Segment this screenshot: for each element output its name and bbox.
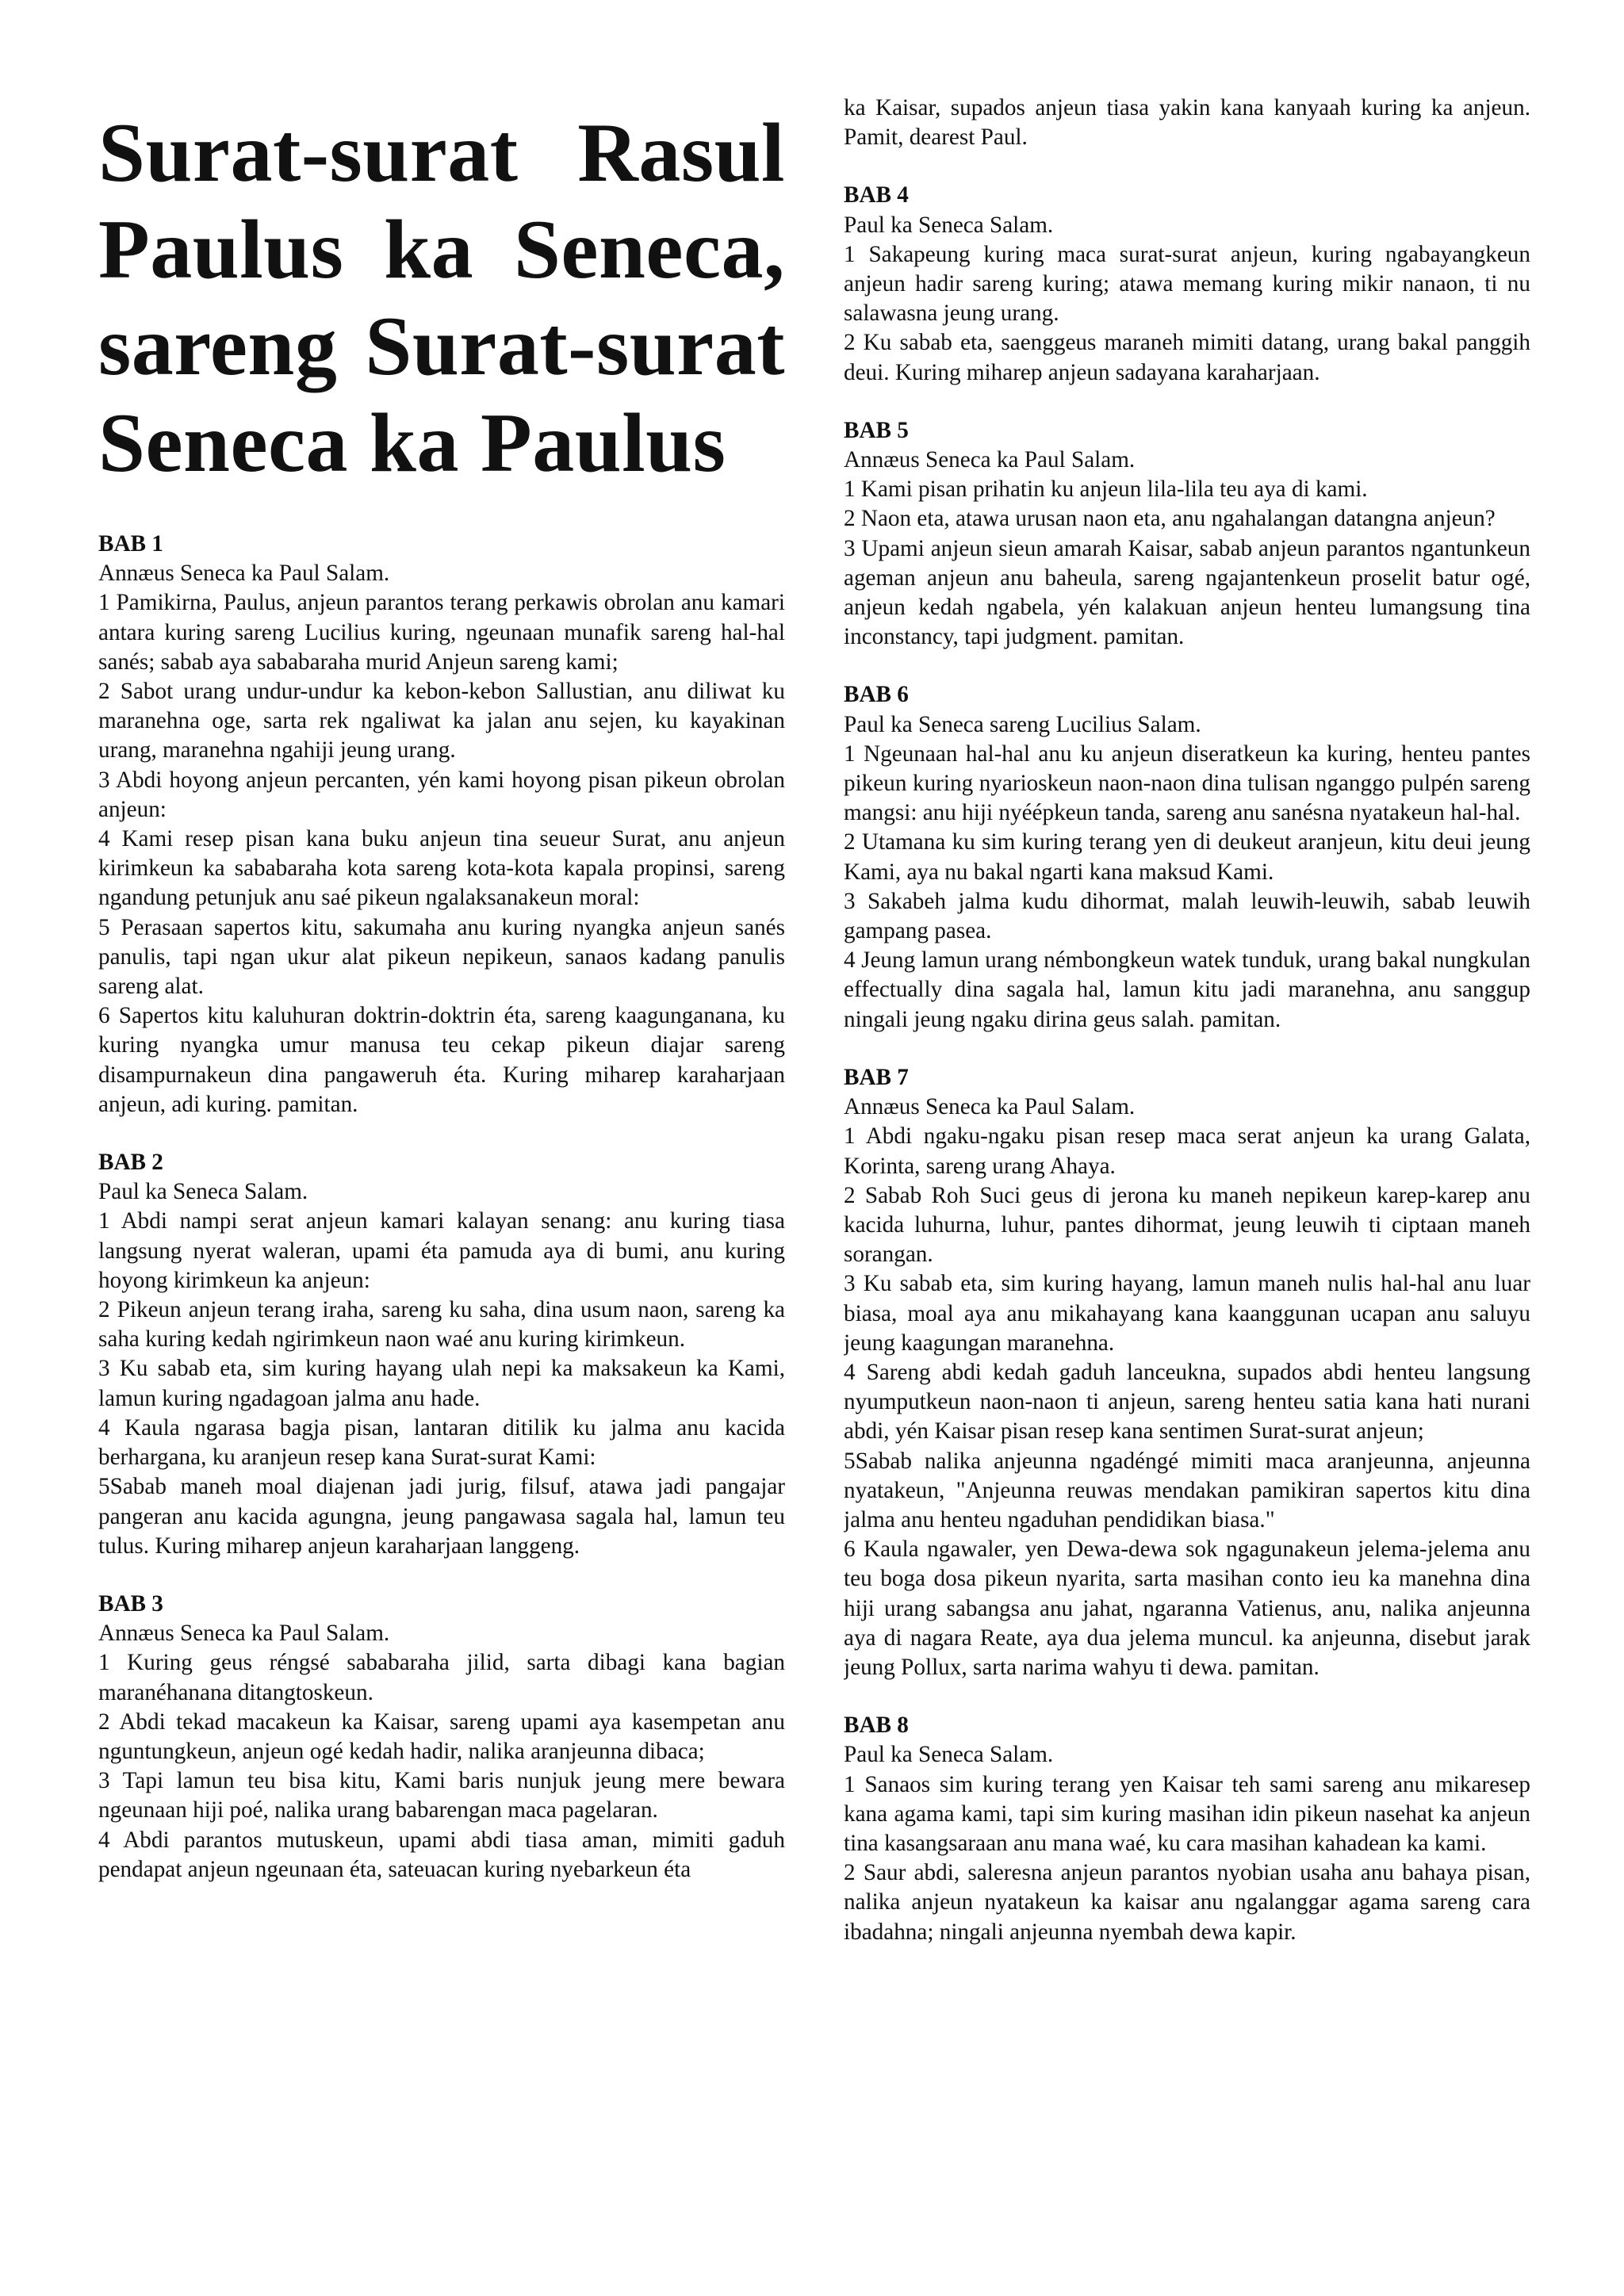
chapter-greeting: Paul ka Seneca Salam. bbox=[844, 212, 1054, 238]
verse-paragraph: 4 Kaula ngarasa bagja pisan, lantaran ditilik ku jalma anu kacida berhargana, ku aranjeun resep kana Surat-surat Kami: bbox=[98, 1414, 785, 1471]
chapter-section bbox=[844, 680, 1530, 1034]
verse-paragraph: 3 Abdi hoyong anjeun percanten, yén kami hoyong pisan pikeun obrolan anjeun: bbox=[98, 767, 785, 822]
verse-paragraph: 2 Abdi tekad macakeun ka Kaisar, sareng upami aya kasempetan anu nguntungkeun, anjeun ogé kedah hadir, nalika aranjeunna dibaca; bbox=[98, 1709, 785, 1764]
right-column bbox=[844, 94, 1530, 2258]
chapter-section bbox=[844, 416, 1530, 652]
verse-paragraph: 1 Pamikirna, Paulus, anjeun parantos terang perkawis obrolan anu kamari antara kuring sareng Lucilius kuring, ngeunaan munafik sareng hal-hal sanés; sabab aya sababaraha murid Anjeun sareng kami; bbox=[98, 590, 785, 675]
chapter-heading: BAB 8 bbox=[844, 1712, 909, 1739]
chapter-section bbox=[98, 1148, 785, 1561]
verse-paragraph: 1 Abdi ngaku-ngaku pisan resep maca serat anjeun ka urang Galata, Korinta, sareng urang Ahaya. bbox=[844, 1123, 1530, 1179]
verse-paragraph: 1 Abdi nampi serat anjeun kamari kalayan senang: anu kuring tiasa langsung nyerat waleran, upami éta pamuda aya di bumi, anu kuring hoyong kirimkeun ka anjeun: bbox=[98, 1208, 785, 1293]
verse-paragraph: 5Sabab maneh moal diajenan jadi jurig, filsuf, atawa jadi pangajar pangeran anu kacida agungna, jeung pangawasa sagala hal, lamun teu tulus. Kuring miharep anjeun karaharjaan langgeng. bbox=[98, 1474, 785, 1559]
verse-paragraph: 3 Ku sabab eta, sim kuring hayang, lamun maneh nulis hal-hal anu luar biasa, moal aya anu mikahayang kana kaanggunan ucapan anu saluyu jeung kaagungan maranehna. bbox=[844, 1271, 1530, 1356]
verse-paragraph: 2 Naon eta, atawa urusan naon eta, anu ngahalangan datangna anjeun? bbox=[844, 506, 1496, 532]
right-sections bbox=[844, 181, 1530, 1946]
verse-paragraph: 2 Ku sabab eta, saenggeus maraneh mimiti datang, urang bakal panggih deui. Kuring miharep anjeun sadayana karaharjaan. bbox=[844, 330, 1530, 385]
verse-paragraph: 2 Sabab Roh Suci geus di jerona ku maneh nepikeun karep-karep anu kacida luhurna, luhur, pantes dihormat, jeung leuwih ti ciptaan maneh sorangan. bbox=[844, 1182, 1530, 1268]
document-title: Surat-surat Rasul Paulus ka Seneca, sareng Surat-surat Seneca ka Paulus bbox=[98, 106, 785, 489]
chapter-heading: BAB 7 bbox=[844, 1064, 909, 1090]
chapter-heading: BAB 6 bbox=[844, 682, 909, 708]
chapter-greeting: Paul ka Seneca Salam. bbox=[98, 1179, 308, 1205]
verse-paragraph: 3 Ku sabab eta, sim kuring hayang ulah nepi ka maksakeun ka Kami, lamun kuring ngadagoan jalma anu hade. bbox=[98, 1356, 785, 1411]
verse-paragraph: 4 Sareng abdi kedah gaduh lanceukna, supados abdi henteu langsung nyumputkeun naon-naon ti anjeun, sareng henteu satia kana hati nurani abdi, yén Kaisar pisan resep kana sentimen Surat-surat anjeun; bbox=[844, 1359, 1530, 1445]
document-page bbox=[98, 94, 1530, 2258]
chapter-heading: BAB 3 bbox=[98, 1590, 163, 1617]
chapter-greeting: Annæus Seneca ka Paul Salam. bbox=[98, 1621, 390, 1647]
left-column bbox=[98, 94, 785, 2258]
verse-paragraph: 1 Sanaos sim kuring terang yen Kaisar teh sami sareng anu mikaresep kana agama kami, tapi sim kuring masihan idin pikeun nasehat ka anjeun tina kasangsaraan anu mana waé, ku cara masihan kahadean ka kami. bbox=[844, 1771, 1530, 1856]
verse-paragraph: 1 Sakapeung kuring maca surat-surat anjeun, kuring ngabayangkeun anjeun hadir sareng kuring; atawa memang kuring mikir nanaon, ti nu salawasna jeung urang. bbox=[844, 241, 1530, 327]
verse-paragraph: 2 Utamana ku sim kuring terang yen di deukeut aranjeun, kitu deui jeung Kami, aya nu bakal ngarti kana maksud Kami. bbox=[844, 829, 1530, 885]
verse-paragraph: 4 Kami resep pisan kana buku anjeun tina seueur Surat, anu anjeun kirimkeun ka sababaraha kota sareng kota-kota kapala propinsi, sareng ngandung petunjuk anu saé pikeun ngalaksanakeun moral: bbox=[98, 826, 785, 911]
verse-paragraph: 4 Abdi parantos mutuskeun, upami abdi tiasa aman, mimiti gaduh pendapat anjeun ngeunaan éta, sateuacan kuring nyebarkeun éta bbox=[98, 1827, 785, 1882]
chapter-section bbox=[844, 181, 1530, 387]
verse-paragraph: 5 Perasaan sapertos kitu, sakumaha anu kuring nyangka anjeun sanés panulis, tapi ngan ukur alat pikeun nepikeun, sanaos kadang panulis sareng alat. bbox=[98, 914, 785, 1000]
chapter-heading: BAB 4 bbox=[844, 182, 909, 209]
verse-paragraph: 6 Kaula ngawaler, yen Dewa-dewa sok ngagunakeun jelema-jelema anu teu boga dosa pikeun nyarita, sarta masihan conto ieu ka manehna dina hiji urang sabangsa anu jahat, ngaranna Vatienus, anu, nalika anjeunna aya di nagara Reate, aya dua jelema muncul. ka anjeunna, disebut jarak jeung Pollux, sarta narima wahyu ti dewa. pamitan. bbox=[844, 1536, 1530, 1680]
chapter-greeting: Paul ka Seneca Salam. bbox=[844, 1742, 1054, 1768]
verse-paragraph: 2 Saur abdi, saleresna anjeun parantos nyobian usaha anu bahaya pisan, nalika anjeun nyatakeun ka kaisar anu ngalanggar agama sareng cara ibadahna; ningali anjeunna nyembah dewa kapir. bbox=[844, 1860, 1530, 1945]
continuation-text: ka Kaisar, supados anjeun tiasa yakin kana kanyaah kuring ka anjeun. Pamit, dearest Paul. bbox=[844, 95, 1530, 151]
chapter-heading: BAB 5 bbox=[844, 417, 909, 443]
verse-paragraph: 3 Sakabeh jalma kudu dihormat, malah leuwih-leuwih, sabab leuwih gampang pasea. bbox=[844, 888, 1530, 944]
verse-paragraph: 6 Sapertos kitu kaluhuran doktrin-doktrin éta, sareng kaagunganana, ku kuring nyangka umur manusa teu cekap pikeun diajar sareng disampurnakeun dina pangaweruh éta. Kuring miharep karaharjaan anjeun, adi kuring. pamitan. bbox=[98, 1003, 785, 1117]
verse-paragraph: 1 Kami pisan prihatin ku anjeun lila-lila teu aya di kami. bbox=[844, 476, 1368, 503]
chapter-section bbox=[844, 1711, 1530, 1947]
chapter-greeting: Annæus Seneca ka Paul Salam. bbox=[98, 561, 390, 587]
chapter-greeting: Annæus Seneca ka Paul Salam. bbox=[844, 1094, 1136, 1120]
chapter-heading: BAB 2 bbox=[98, 1150, 163, 1176]
chapter-section bbox=[98, 1590, 785, 1885]
chapter-section bbox=[98, 530, 785, 1119]
continuation-block bbox=[844, 94, 1530, 152]
verse-paragraph: 1 Kuring geus réngsé sababaraha jilid, sarta dibagi kana bagian maranéhanana ditangtoskeun. bbox=[98, 1650, 785, 1705]
right-text bbox=[844, 94, 1530, 1947]
chapter-greeting: Paul ka Seneca sareng Lucilius Salam. bbox=[844, 711, 1201, 737]
verse-paragraph: 2 Pikeun anjeun terang iraha, sareng ku saha, dina usum naon, sareng ka saha kuring kedah ngirimkeun naon waé anu kuring kirimkeun. bbox=[98, 1297, 785, 1353]
verse-paragraph: 3 Tapi lamun teu bisa kitu, Kami baris nunjuk jeung mere bewara ngeunaan hiji poé, nalika urang babarengan maca pagelaran. bbox=[98, 1768, 785, 1823]
verse-paragraph: 3 Upami anjeun sieun amarah Kaisar, sabab anjeun parantos ngantunkeun ageman anjeun anu baheula, sareng ngajantenkeun proselit batur ogé, anjeun kedah ngabela, yén kalakuan anjeun henteu lumangsung tina inconstancy, tapi judgment. pamitan. bbox=[844, 535, 1530, 650]
verse-paragraph: 4 Jeung lamun urang némbongkeun watek tunduk, urang bakal nungkulan effectually dina sagala hal, lamun kitu jadi maranehna, anu sanggup ningali jeung ngaku dirina geus salah. pamitan. bbox=[844, 947, 1530, 1032]
verse-paragraph: 1 Ngeunaan hal-hal anu ku anjeun diseratkeun ka kuring, henteu pantes pikeun kuring nyarioskeun naon-naon dina tulisan nganggo pulpén sareng mangsi: anu hiji nyéépkeun tanda, sareng anu sanésna nyatakeun hal-hal. bbox=[844, 740, 1530, 826]
chapter-heading: BAB 1 bbox=[98, 531, 163, 557]
chapter-greeting: Annæus Seneca ka Paul Salam. bbox=[844, 447, 1136, 473]
left-sections bbox=[98, 530, 785, 1885]
chapter-section bbox=[844, 1063, 1530, 1682]
verse-paragraph: 2 Sabot urang undur-undur ka kebon-kebon Sallustian, anu diliwat ku maranehna oge, sarta rek ngaliwat ka jalan anu sejen, ku kayakinan urang, maranehna ngahiji jeung urang. bbox=[98, 679, 785, 763]
verse-paragraph: 5Sabab nalika anjeunna ngadéngé mimiti maca aranjeunna, anjeunna nyatakeun, "Anjeunna reuwas mendakan pamikiran sapertos kitu dina jalma anu henteu ngaduhan pendidikan biasa." bbox=[844, 1448, 1530, 1533]
